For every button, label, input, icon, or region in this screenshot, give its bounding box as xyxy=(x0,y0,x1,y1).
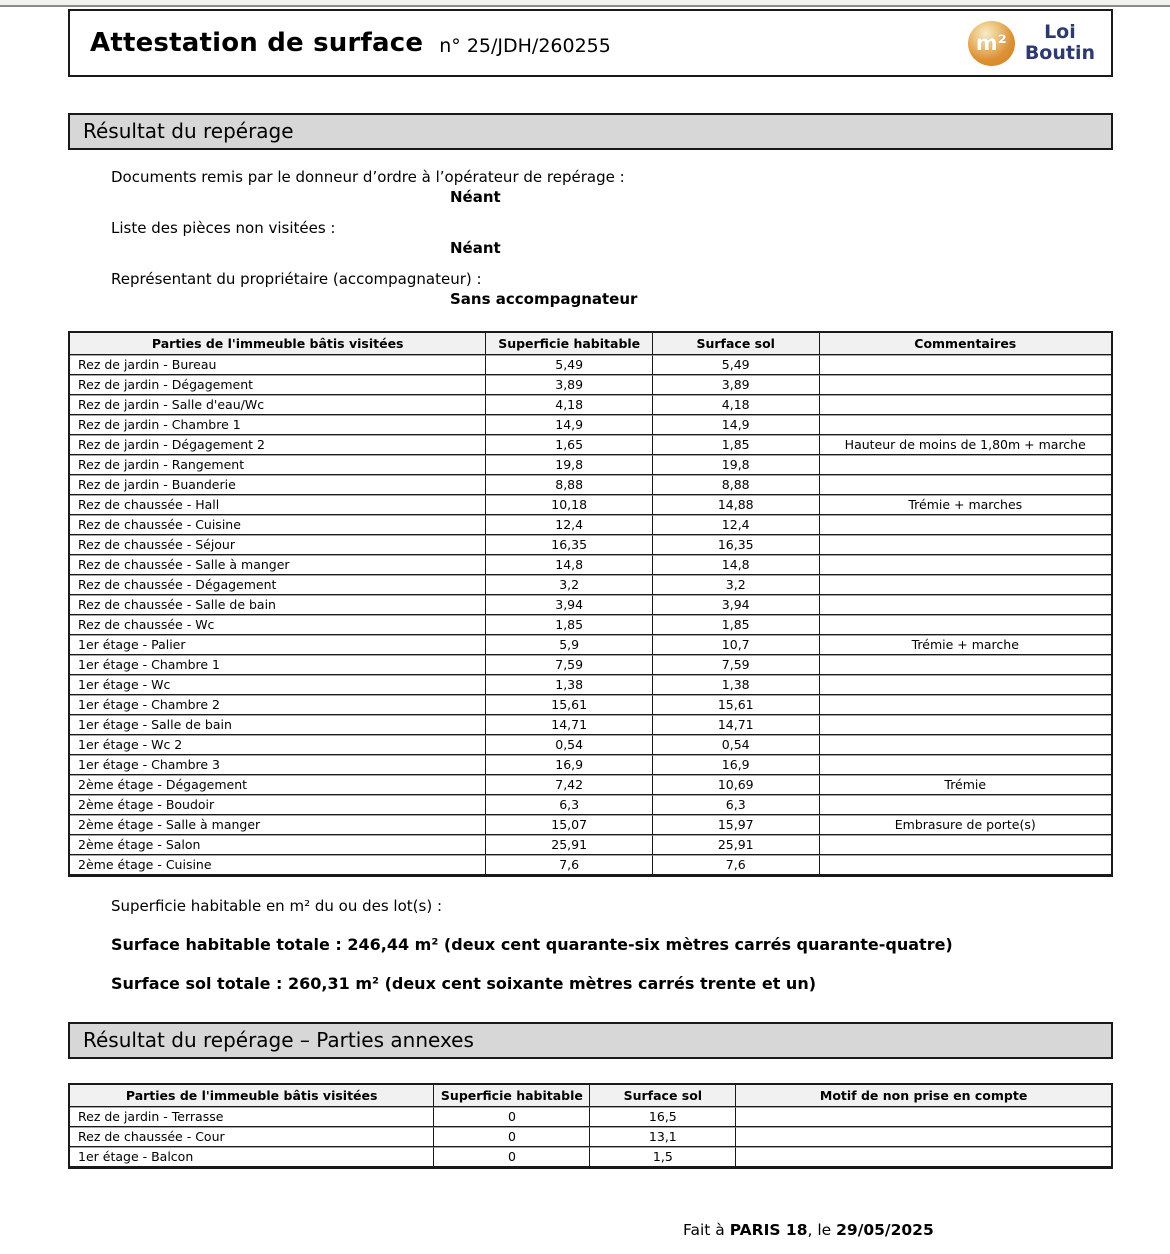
table-row xyxy=(70,395,1111,415)
room-cell: Rez de chaussée - Wc xyxy=(70,615,486,635)
room-cell: Rez de jardin - Dégagement xyxy=(70,375,486,395)
superficie-cell: 0 xyxy=(434,1107,590,1127)
room-cell: Rez de chaussée - Hall xyxy=(70,495,486,515)
comment-cell xyxy=(820,655,1112,675)
superficie-cell: 1,85 xyxy=(486,615,653,635)
superficie-cell: 1,38 xyxy=(486,675,653,695)
comment-cell xyxy=(820,615,1112,635)
room-cell: 1er étage - Wc 2 xyxy=(70,735,486,755)
page-title: Attestation de surface xyxy=(90,28,424,58)
room-cell: Rez de jardin - Dégagement 2 xyxy=(70,435,486,455)
surface-sol-cell: 16,35 xyxy=(653,535,820,555)
column-header-surface-sol: Surface sol xyxy=(590,1085,736,1107)
surface-sol-cell: 1,85 xyxy=(653,435,820,455)
surface-sol-cell: 10,7 xyxy=(653,635,820,655)
annex-table-body xyxy=(70,1107,1111,1167)
room-cell: 2ème étage - Salle à manger xyxy=(70,815,486,835)
main-table-body xyxy=(70,355,1111,875)
comment-cell: Trémie + marches xyxy=(820,495,1112,515)
room-cell: 1er étage - Chambre 1 xyxy=(70,655,486,675)
superficie-cell: 1,65 xyxy=(486,435,653,455)
table-row xyxy=(70,355,1111,375)
superficie-cell: 3,94 xyxy=(486,595,653,615)
surface-sol-cell: 0,54 xyxy=(653,735,820,755)
table-row xyxy=(70,775,1111,795)
table-row xyxy=(70,515,1111,535)
superficie-cell: 0,54 xyxy=(486,735,653,755)
comment-cell xyxy=(820,555,1112,575)
column-header-superficie: Superficie habitable xyxy=(434,1085,590,1107)
comment-cell xyxy=(820,395,1112,415)
total-surface-habitable: Surface habitable totale : 246,44 m² (deux cent quarante-six mètres carrés quarante-quatre) xyxy=(111,935,953,954)
superficie-cell: 7,42 xyxy=(486,775,653,795)
info-value-documents: Néant xyxy=(450,188,501,206)
annex-table xyxy=(68,1083,1113,1169)
comment-cell xyxy=(736,1147,1111,1167)
room-cell: 1er étage - Chambre 3 xyxy=(70,755,486,775)
comment-cell xyxy=(820,575,1112,595)
superficie-cell: 15,61 xyxy=(486,695,653,715)
comment-cell xyxy=(820,595,1112,615)
table-row xyxy=(70,635,1111,655)
table-row xyxy=(70,715,1111,735)
table-row xyxy=(70,855,1111,875)
comment-cell: Trémie + marche xyxy=(820,635,1112,655)
surface-sol-cell: 12,4 xyxy=(653,515,820,535)
table-row xyxy=(70,1107,1111,1127)
room-cell: Rez de chaussée - Séjour xyxy=(70,535,486,555)
surface-sol-cell: 15,97 xyxy=(653,815,820,835)
superficie-cell: 16,35 xyxy=(486,535,653,555)
table-row xyxy=(70,475,1111,495)
info-pair-documents xyxy=(111,167,1113,207)
room-cell: 1er étage - Chambre 2 xyxy=(70,695,486,715)
table-row xyxy=(70,615,1111,635)
surface-sol-cell: 7,6 xyxy=(653,855,820,875)
footer-date: 29/05/2025 xyxy=(836,1221,934,1239)
comment-cell xyxy=(820,475,1112,495)
comment-cell xyxy=(820,795,1112,815)
surface-sol-cell: 8,88 xyxy=(653,475,820,495)
table-row xyxy=(70,575,1111,595)
main-table xyxy=(68,331,1113,877)
table-row xyxy=(70,1147,1111,1167)
comment-cell xyxy=(820,735,1112,755)
table-row xyxy=(70,795,1111,815)
info-value-representant: Sans accompagnateur xyxy=(450,290,638,308)
comment-cell xyxy=(820,535,1112,555)
info-value-pieces: Néant xyxy=(450,239,501,257)
surface-sol-cell: 16,9 xyxy=(653,755,820,775)
surface-sol-cell: 3,94 xyxy=(653,595,820,615)
info-pair-pieces xyxy=(111,218,1113,258)
surface-sol-cell: 14,8 xyxy=(653,555,820,575)
table-row xyxy=(70,455,1111,475)
comment-cell xyxy=(820,375,1112,395)
main-table-header-row xyxy=(70,333,1111,355)
room-cell: Rez de jardin - Salle d'eau/Wc xyxy=(70,395,486,415)
room-cell: Rez de jardin - Rangement xyxy=(70,455,486,475)
table-row xyxy=(70,595,1111,615)
table-row xyxy=(70,735,1111,755)
column-header-parties: Parties de l'immeuble bâtis visitées xyxy=(70,1085,434,1107)
comment-cell: Hauteur de moins de 1,80m + marche xyxy=(820,435,1112,455)
totals-intro: Superficie habitable en m² du ou des lot(s) : xyxy=(111,897,442,915)
document-number: n° 25/JDH/260255 xyxy=(439,35,611,57)
surface-sol-cell: 6,3 xyxy=(653,795,820,815)
column-header-commentaires: Commentaires xyxy=(820,333,1112,355)
surface-sol-cell: 19,8 xyxy=(653,455,820,475)
superficie-cell: 0 xyxy=(434,1147,590,1167)
comment-cell xyxy=(820,355,1112,375)
table-row xyxy=(70,695,1111,715)
surface-sol-cell: 3,2 xyxy=(653,575,820,595)
comment-cell xyxy=(820,835,1112,855)
page-top-strip xyxy=(0,0,1170,7)
superficie-cell: 7,59 xyxy=(486,655,653,675)
surface-sol-cell: 7,59 xyxy=(653,655,820,675)
surface-sol-cell: 25,91 xyxy=(653,835,820,855)
room-cell: Rez de chaussée - Salle de bain xyxy=(70,595,486,615)
comment-cell xyxy=(820,715,1112,735)
total-surface-sol: Surface sol totale : 260,31 m² (deux cent soixante mètres carrés trente et un) xyxy=(111,974,817,993)
comment-cell xyxy=(820,415,1112,435)
surface-sol-cell: 4,18 xyxy=(653,395,820,415)
surface-sol-cell: 15,61 xyxy=(653,695,820,715)
superficie-cell: 8,88 xyxy=(486,475,653,495)
comment-cell xyxy=(820,855,1112,875)
superficie-cell: 5,9 xyxy=(486,635,653,655)
footer-city: PARIS 18 xyxy=(729,1221,808,1239)
room-cell: 2ème étage - Boudoir xyxy=(70,795,486,815)
surface-sol-cell: 5,49 xyxy=(653,355,820,375)
comment-cell xyxy=(820,675,1112,695)
logo-text xyxy=(1025,22,1099,64)
room-cell: 2ème étage - Dégagement xyxy=(70,775,486,795)
info-label-representant: Représentant du propriétaire (accompagnateur) : xyxy=(111,270,482,288)
surface-sol-cell: 16,5 xyxy=(590,1107,736,1127)
superficie-cell: 5,49 xyxy=(486,355,653,375)
footer-separator: , le xyxy=(807,1221,837,1239)
footer-prefix: Fait à xyxy=(683,1221,730,1239)
table-row xyxy=(70,1127,1111,1147)
room-cell: Rez de chaussée - Cour xyxy=(70,1127,434,1147)
surface-sol-cell: 14,71 xyxy=(653,715,820,735)
superficie-cell: 16,9 xyxy=(486,755,653,775)
superficie-cell: 4,18 xyxy=(486,395,653,415)
table-row xyxy=(70,815,1111,835)
room-cell: 1er étage - Palier xyxy=(70,635,486,655)
table-row xyxy=(70,435,1111,455)
surface-sol-cell: 1,5 xyxy=(590,1147,736,1167)
m2-badge-icon: m² xyxy=(968,21,1015,66)
room-cell: Rez de chaussée - Dégagement xyxy=(70,575,486,595)
superficie-cell: 14,71 xyxy=(486,715,653,735)
superficie-cell: 10,18 xyxy=(486,495,653,515)
table-row xyxy=(70,555,1111,575)
surface-sol-cell: 1,85 xyxy=(653,615,820,635)
surface-sol-cell: 13,1 xyxy=(590,1127,736,1147)
superficie-cell: 14,9 xyxy=(486,415,653,435)
room-cell: Rez de jardin - Chambre 1 xyxy=(70,415,486,435)
table-row xyxy=(70,375,1111,395)
comment-cell: Trémie xyxy=(820,775,1112,795)
room-cell: 1er étage - Wc xyxy=(70,675,486,695)
table-row xyxy=(70,415,1111,435)
comment-cell xyxy=(820,755,1112,775)
room-cell: 2ème étage - Salon xyxy=(70,835,486,855)
superficie-cell: 12,4 xyxy=(486,515,653,535)
room-cell: Rez de chaussée - Cuisine xyxy=(70,515,486,535)
superficie-cell: 19,8 xyxy=(486,455,653,475)
comment-cell xyxy=(820,515,1112,535)
room-cell: Rez de jardin - Bureau xyxy=(70,355,486,375)
document-header xyxy=(68,9,1113,77)
section-header-annex: Résultat du repérage – Parties annexes xyxy=(68,1022,1113,1059)
column-header-parties: Parties de l'immeuble bâtis visitées xyxy=(70,333,486,355)
logo-line1: Loi xyxy=(1044,21,1076,43)
footer-date-line xyxy=(683,1221,1113,1239)
table-row xyxy=(70,495,1111,515)
comment-cell xyxy=(736,1107,1111,1127)
column-header-surface-sol: Surface sol xyxy=(653,333,820,355)
room-cell: 1er étage - Balcon xyxy=(70,1147,434,1167)
superficie-cell: 7,6 xyxy=(486,855,653,875)
info-pair-representant xyxy=(111,269,1113,309)
room-cell: 2ème étage - Cuisine xyxy=(70,855,486,875)
table-row xyxy=(70,655,1111,675)
room-cell: Rez de jardin - Terrasse xyxy=(70,1107,434,1127)
surface-sol-cell: 14,88 xyxy=(653,495,820,515)
logo-line2: Boutin xyxy=(1024,42,1095,64)
comment-cell: Embrasure de porte(s) xyxy=(820,815,1112,835)
superficie-cell: 14,8 xyxy=(486,555,653,575)
surface-sol-cell: 3,89 xyxy=(653,375,820,395)
info-block xyxy=(111,167,1113,309)
annex-table-header-row xyxy=(70,1085,1111,1107)
table-row xyxy=(70,535,1111,555)
room-cell: Rez de jardin - Buanderie xyxy=(70,475,486,495)
table-row xyxy=(70,835,1111,855)
info-label-documents: Documents remis par le donneur d’ordre à l’opérateur de repérage : xyxy=(111,168,625,186)
comment-cell xyxy=(820,695,1112,715)
loi-boutin-logo xyxy=(968,21,1099,66)
table-row xyxy=(70,675,1111,695)
column-header-superficie: Superficie habitable xyxy=(486,333,653,355)
superficie-cell: 6,3 xyxy=(486,795,653,815)
document-page xyxy=(0,9,1170,1239)
room-cell: 1er étage - Salle de bain xyxy=(70,715,486,735)
column-header-motif: Motif de non prise en compte xyxy=(736,1085,1111,1107)
surface-sol-cell: 14,9 xyxy=(653,415,820,435)
superficie-cell: 0 xyxy=(434,1127,590,1147)
surface-sol-cell: 1,38 xyxy=(653,675,820,695)
superficie-cell: 3,2 xyxy=(486,575,653,595)
superficie-cell: 3,89 xyxy=(486,375,653,395)
superficie-cell: 25,91 xyxy=(486,835,653,855)
totals-block xyxy=(111,896,1113,994)
comment-cell xyxy=(820,455,1112,475)
room-cell: Rez de chaussée - Salle à manger xyxy=(70,555,486,575)
comment-cell xyxy=(736,1127,1111,1147)
surface-sol-cell: 10,69 xyxy=(653,775,820,795)
info-label-pieces: Liste des pièces non visitées : xyxy=(111,219,336,237)
superficie-cell: 15,07 xyxy=(486,815,653,835)
table-row xyxy=(70,755,1111,775)
section-header-result: Résultat du repérage xyxy=(68,113,1113,150)
